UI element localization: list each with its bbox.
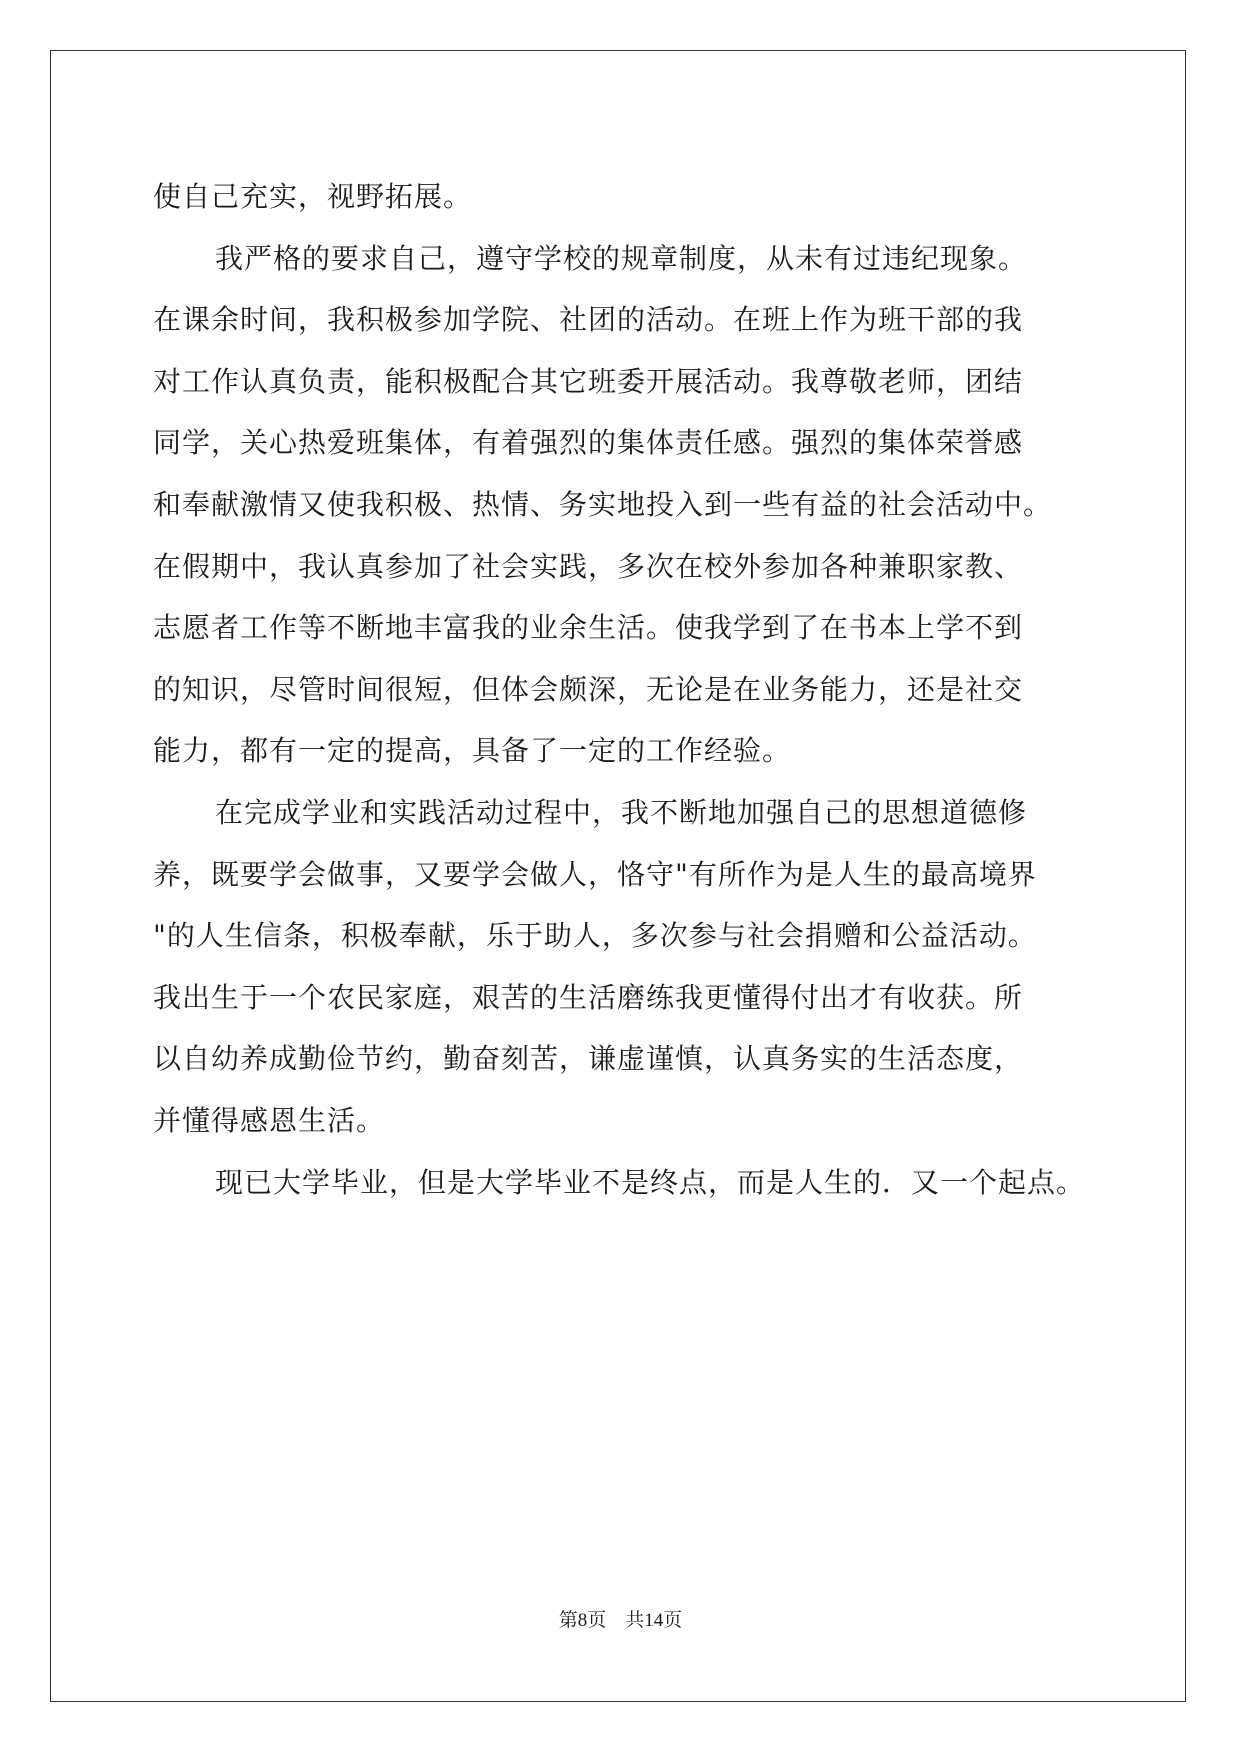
page-total: 共14页 xyxy=(625,1610,683,1631)
page-footer xyxy=(0,1605,1241,1632)
text-line: 以自幼养成勤俭节约，勤奋刻苦，谦虚谨慎，认真务实的生活态度， xyxy=(153,1042,1024,1076)
text-line: 志愿者工作等不断地丰富我的业余生活。使我学到了在书本上学不到 xyxy=(153,611,1024,645)
text-line: 和奉献激情又使我积极、热情、务实地投入到一些有益的社会活动中。 xyxy=(153,487,1053,521)
text-line: 使自己充实，视野拓展。 xyxy=(153,180,473,213)
document-body xyxy=(153,166,1093,1213)
text-line: 养，既要学会做事，又要学会做人，恪守"有所作为是人生的最高境界 xyxy=(153,857,1037,891)
page-number: 第8页 xyxy=(558,1610,607,1631)
text-line: 现已大学毕业，但是大学毕业不是终点，而是人生的．又一个起点。 xyxy=(215,1165,1086,1199)
text-line: 我出生于一个农民家庭，艰苦的生活磨练我更懂得付出才有收获。所 xyxy=(153,980,1024,1014)
text-line: 并懂得感恩生活。 xyxy=(153,1103,386,1137)
text-line: 能力，都有一定的提高，具备了一定的工作经验。 xyxy=(153,734,792,768)
text-line: 在完成学业和实践活动过程中，我不断地加强自己的思想道德修 xyxy=(215,795,1028,829)
text-line: 我严格的要求自己，遵守学校的规章制度，从未有过违纪现象。 xyxy=(215,241,1028,275)
text-line: 同学，关心热爱班集体，有着强烈的集体责任感。强烈的集体荣誉感 xyxy=(153,426,1024,460)
text-line: 的知识，尽管时间很短，但体会颇深，无论是在业务能力，还是社交 xyxy=(153,672,1024,706)
text-line: "的人生信条，积极奉献，乐于助人，多次参与社会捐赠和公益活动。 xyxy=(153,919,1037,953)
text-line: 在课余时间，我积极参加学院、社团的活动。在班上作为班干部的我 xyxy=(153,303,1024,337)
text-line: 在假期中，我认真参加了社会实践，多次在校外参加各种兼职家教、 xyxy=(153,549,1024,583)
text-line: 对工作认真负责，能积极配合其它班委开展活动。我尊敬老师，团结 xyxy=(153,364,1024,398)
